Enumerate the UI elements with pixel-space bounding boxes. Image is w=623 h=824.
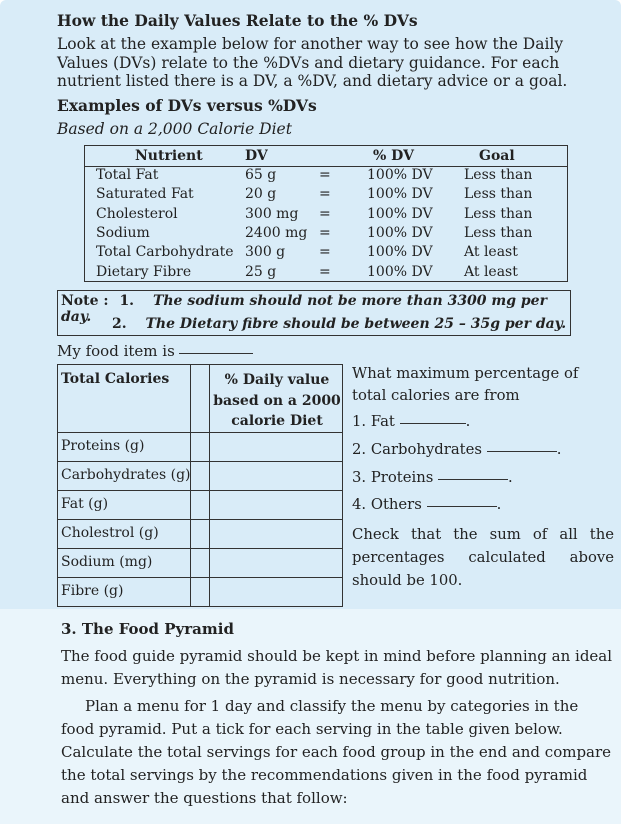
my-food-line <box>57 342 253 360</box>
cell-goal: At least <box>464 244 518 261</box>
row-divider <box>58 461 342 462</box>
question-fat <box>352 413 470 430</box>
header-pct-dv: % DV <box>373 148 414 164</box>
cell-pct: 100% DV <box>367 205 433 222</box>
question-others-label: 4. Others <box>352 496 422 513</box>
fat-answer-blank[interactable] <box>400 422 466 424</box>
header-nutrient: Nutrient <box>135 148 203 164</box>
list-item: Fibre (g) <box>61 583 124 599</box>
period: . <box>465 413 471 430</box>
cell-pct: 100% DV <box>367 167 433 183</box>
calorie-table <box>57 364 343 607</box>
cell-nutrient: Total Carbohydrate <box>96 244 234 261</box>
note-box <box>57 290 571 336</box>
question-prompt: What maximum percentage of total calories are from <box>352 365 579 404</box>
column-divider <box>190 365 191 606</box>
cell-dv: 300 mg <box>245 205 299 222</box>
period: . <box>508 469 513 486</box>
row-divider <box>58 490 342 491</box>
daily-value-header: % Daily value based on a 2000 calorie Diet <box>213 372 341 429</box>
cell-pct: 100% DV <box>367 244 433 261</box>
question-proteins-label: 3. Proteins <box>352 469 434 486</box>
calorie-basis: Based on a 2,000 Calorie Diet <box>57 120 292 138</box>
column-divider <box>209 365 210 606</box>
table-row <box>85 225 567 244</box>
section-title: How the Daily Values Relate to the % DVs <box>57 11 418 30</box>
cell-equals: = <box>319 263 331 280</box>
total-calories-header: Total Calories <box>61 371 170 387</box>
cell-equals: = <box>319 244 331 261</box>
note-colon: : <box>103 293 109 309</box>
food-pyramid-para-1: The food guide pyramid should be kept in mind before planning an ideal menu. Everything on the pyramid is necessary for good nutrition. <box>61 647 613 688</box>
my-food-label: My food item is <box>57 342 175 360</box>
cell-equals: = <box>319 205 331 222</box>
others-answer-blank[interactable] <box>427 505 497 507</box>
period: . <box>496 496 502 513</box>
cell-nutrient: Saturated Fat <box>96 186 194 203</box>
cell-goal: Less than <box>464 205 533 222</box>
cell-equals: = <box>319 167 331 183</box>
cell-nutrient: Dietary Fibre <box>96 263 192 280</box>
intro-paragraph: Look at the example below for another way to see how the Daily Values (DVs) relate to the %DVs and dietary guidance. For each nutrient listed there is a DV, a %DV, and dietary advice or a goal. <box>57 35 568 90</box>
note-text-2: The Dietary fibre should be between 25 – 35g per day. <box>145 316 567 332</box>
question-fat-label: 1. Fat <box>352 413 395 430</box>
note-line-2 <box>112 316 566 332</box>
table-row <box>85 264 567 283</box>
cell-nutrient: Sodium <box>96 224 150 241</box>
header-goal: Goal <box>479 148 515 164</box>
row-divider <box>58 519 342 520</box>
examples-heading: Examples of DVs versus %DVs <box>57 96 317 115</box>
carbohydrates-answer-blank[interactable] <box>487 450 557 452</box>
proteins-answer-blank[interactable] <box>438 478 508 480</box>
food-pyramid-para-2: Plan a menu for 1 day and classify the menu by categories in the food pyramid. Put a tick for each serving in the table given below. Calculate the total servings for each food group in the end and compare the total servings by the recommendations given in the food pyramid and answer the questions that follow: <box>61 697 612 807</box>
dv-table <box>84 145 568 282</box>
dv-table-header <box>85 146 567 167</box>
cell-dv: 65 g <box>245 167 277 183</box>
sum-check-note: Check that the sum of all the percentages calculated above should be 100. <box>352 526 614 589</box>
cell-goal: Less than <box>464 224 533 241</box>
cell-goal: At least <box>464 263 518 280</box>
header-dv: DV <box>245 148 268 164</box>
row-divider <box>58 548 342 549</box>
period: . <box>556 441 562 458</box>
cell-dv: 300 g <box>245 244 286 261</box>
cell-pct: 100% DV <box>367 263 433 280</box>
cell-goal: Less than <box>464 167 533 183</box>
row-divider <box>58 432 342 433</box>
cell-nutrient: Total Fat <box>96 167 159 183</box>
question-proteins <box>352 469 513 486</box>
cell-equals: = <box>319 224 331 241</box>
note-label: Note <box>61 293 99 309</box>
list-item: Cholestrol (g) <box>61 525 159 541</box>
cell-dv: 25 g <box>245 263 277 280</box>
note-number-2: 2. <box>112 316 127 332</box>
table-row <box>85 244 567 263</box>
list-item: Sodium (mg) <box>61 554 153 570</box>
table-row <box>85 186 567 205</box>
cell-equals: = <box>319 186 331 203</box>
table-row <box>85 206 567 225</box>
question-carbohydrates-label: 2. Carbohydrates <box>352 441 482 458</box>
list-item: Proteins (g) <box>61 438 145 454</box>
cell-pct: 100% DV <box>367 186 433 203</box>
row-divider <box>58 577 342 578</box>
cell-dv: 20 g <box>245 186 277 203</box>
list-item: Fat (g) <box>61 496 109 512</box>
food-pyramid-heading: 3. The Food Pyramid <box>61 620 234 638</box>
cell-nutrient: Cholesterol <box>96 205 178 222</box>
question-others <box>352 496 501 513</box>
cell-dv: 2400 mg <box>245 224 308 241</box>
cell-goal: Less than <box>464 186 533 203</box>
cell-pct: 100% DV <box>367 224 433 241</box>
question-carbohydrates <box>352 441 561 458</box>
list-item: Carbohydrates (g) <box>61 467 191 483</box>
note-number-1: 1. <box>119 293 135 309</box>
note-text-1: The sodium should not be more than 3300 mg per day. <box>61 293 547 325</box>
my-food-blank[interactable] <box>179 352 253 354</box>
table-row <box>85 167 567 186</box>
